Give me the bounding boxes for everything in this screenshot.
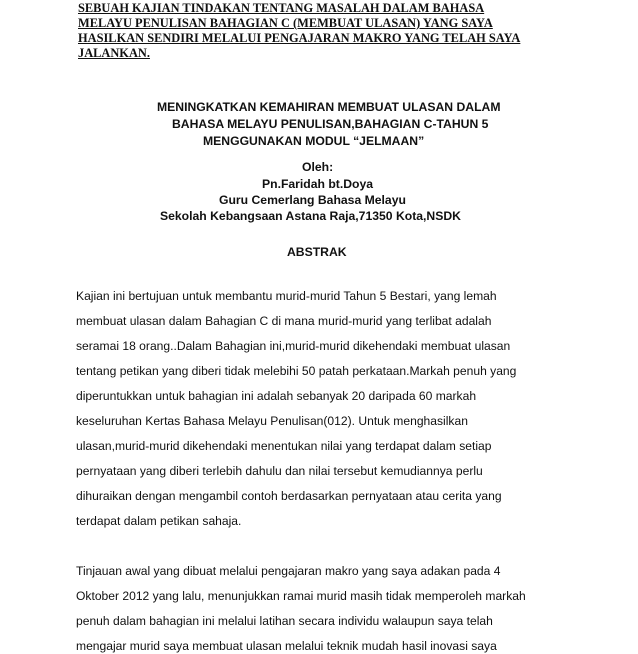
paragraph-line: tentang petikan yang diberi tidak melebihi 50 patah perkataan.Markah penuh yang xyxy=(76,364,517,378)
paragraph-line: dihuraikan dengan mengambil contoh berdasarkan pernyataan atau cerita yang xyxy=(76,489,502,503)
author-school: Sekolah Kebangsaan Astana Raja,71350 Kota,NSDK xyxy=(160,209,461,223)
author-position: Guru Cemerlang Bahasa Melayu xyxy=(219,193,406,207)
paragraph-line: penuh dalam bahagian ini melalui latihan secara individu walaupun saya telah xyxy=(76,614,493,628)
title-line: MENINGKATKAN KEMAHIRAN MEMBUAT ULASAN DALAM xyxy=(157,100,501,114)
paragraph-line: ulasan,murid-murid dikehendaki menentukan nilai yang terdapat dalam setiap xyxy=(76,439,492,453)
title-line: BAHASA MELAYU PENULISAN,BAHAGIAN C-TAHUN 5 xyxy=(172,117,489,131)
header-line: SEBUAH KAJIAN TINDAKAN TENTANG MASALAH DALAM BAHASA xyxy=(78,1,485,15)
paragraph-line: membuat ulasan dalam Bahagian C di mana murid-murid yang terlibat adalah xyxy=(76,314,492,328)
paragraph-line: diperuntukkan untuk bahagian ini adalah sebanyak 20 daripada 60 markah xyxy=(76,389,477,403)
paragraph-line: terdapat dalam petikan sahaja. xyxy=(76,514,242,528)
author-by-label: Oleh: xyxy=(302,160,334,174)
header-line: HASILKAN SENDIRI MELALUI PENGAJARAN MAKRO YANG TELAH SAYA xyxy=(78,31,521,45)
author-name: Pn.Faridah bt.Doya xyxy=(262,177,374,191)
paragraph-line: mengajar murid saya membuat ulasan melalui teknik mudah hasil inovasi saya xyxy=(76,639,497,653)
header-line: JALANKAN. xyxy=(78,46,150,60)
header-line: MELAYU PENULISAN BAHAGIAN C (MEMBUAT ULASAN) YANG SAYA xyxy=(78,16,493,30)
paragraph-line: keseluruhan Kertas Bahasa Melayu Penulisan(012). Untuk menghasilkan xyxy=(76,414,468,428)
header-block xyxy=(78,1,548,61)
paragraph-line: Oktober 2012 yang lalu, menunjukkan ramai murid masih tidak memperoleh markah xyxy=(76,589,526,603)
abstract-heading: ABSTRAK xyxy=(287,245,347,259)
paragraph-line: Kajian ini bertujuan untuk membantu murid-murid Tahun 5 Bestari, yang lemah xyxy=(76,289,497,303)
paragraph-line: Tinjauan awal yang dibuat melalui pengajaran makro yang saya adakan pada 4 xyxy=(76,564,501,578)
title-line: MENGGUNAKAN MODUL “JELMAAN” xyxy=(203,134,425,148)
paragraph-line: seramai 18 orang..Dalam Bahagian ini,murid-murid dikehendaki membuat ulasan xyxy=(76,339,511,353)
paragraph-line: pernyataan yang diberi terlebih dahulu dan nilai tersebut kemudiannya perlu xyxy=(76,464,483,478)
